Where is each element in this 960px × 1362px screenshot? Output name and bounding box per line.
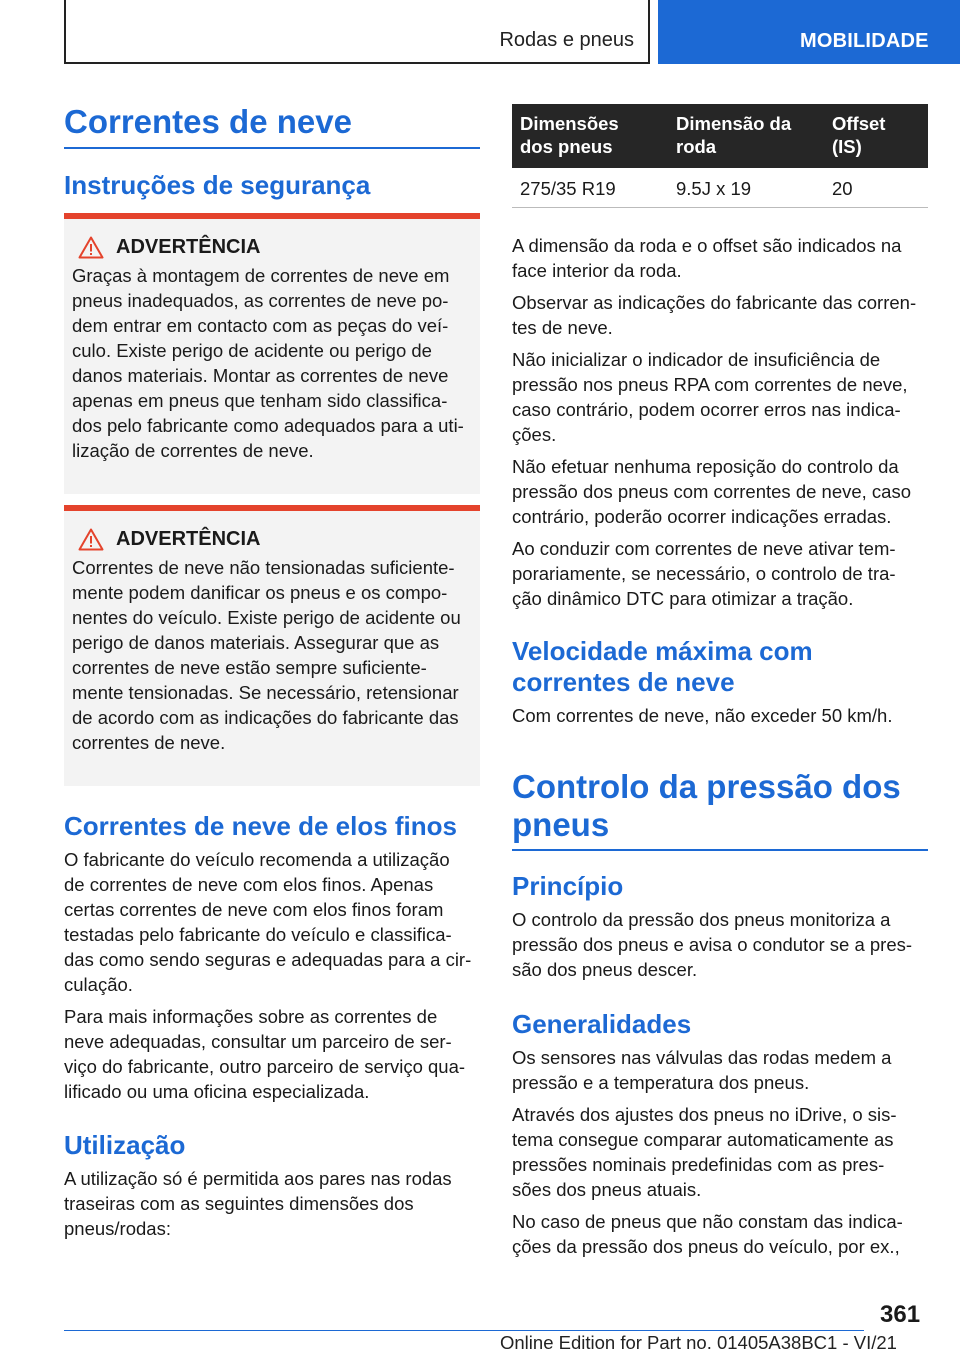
use-paragraph: A utilização só é permitida aos pares nas rodas traseiras com as seguintes dimensões dos pneus/rodas: — [64, 1168, 452, 1239]
table-cell: 9.5J x 19 — [668, 168, 824, 208]
fine-chains-heading: Correntes de neve de elos finos — [64, 811, 458, 841]
warning-box-1 — [64, 213, 480, 494]
fine-chains-paragraph-2: Para mais informações sobre as correntes de neve adequadas, consultar um parceiro de ser- viço do fabricante, outro parceiro de serviço qua- lificado ou uma oficina especializada. — [64, 1006, 466, 1102]
warning-text: Correntes de neve não tensionadas suficiente- mente podem danificar os pneus e os compo- nentes do veículo. Existe perigo de acidente ou perigo de danos materiais. Assegurar que as correntes de neve estão sempre suficiente- mente tensionadas. Se necessário, retensionar de acordo com as indicações do fabricante das correntes de neve. — [72, 557, 461, 753]
tire-dimension-table — [512, 104, 928, 208]
footer-divider — [64, 1330, 864, 1331]
header-chapter-title: MOBILIDADE — [800, 30, 929, 52]
warning-label: ADVERTÊNCIA — [116, 528, 261, 550]
warning-label: ADVERTÊNCIA — [116, 236, 261, 258]
general-paragraph-2: Através dos ajustes dos pneus no iDrive, o sis- tema consegue comparar automaticamente as pressões nominais predefinidas com as pres- sões dos pneus atuais. — [512, 1104, 897, 1200]
page-title: Correntes de neve — [64, 103, 480, 149]
use-heading: Utilização — [64, 1130, 186, 1160]
general-paragraph-1: Os sensores nas válvulas das rodas medem a pressão e a temperatura dos pneus. — [512, 1047, 892, 1093]
principle-paragraph: O controlo da pressão dos pneus monitoriza a pressão dos pneus e avisa o condutor se a pres- são dos pneus descer. — [512, 909, 913, 980]
general-heading: Generalidades — [512, 1009, 692, 1039]
principle-heading: Princípio — [512, 871, 624, 901]
warning-text: Graças à montagem de correntes de neve em pneus inadequados, as correntes de neve po- dem entrar em contacto com as peças do veí- culo. Existe perigo de acidente ou perigo de danos materiais. Montar as correntes de neve apenas em pneus que tenham sido classifica- dos pelo fabricante como adequados para a uti- lização de correntes de neve. — [72, 265, 464, 461]
tire-pressure-title: Controlo da pressão dos pneus — [512, 768, 928, 851]
table-cell: 275/35 R19 — [512, 168, 668, 208]
footer-edition: Online Edition for Part no. 01405A38BC1 - VI/21 — [500, 1332, 897, 1353]
page-number: 361 — [880, 1301, 921, 1328]
table-header-tire-size: Dimensões dos pneus — [512, 104, 668, 168]
warning-box-2 — [64, 505, 480, 786]
header-section-tab — [64, 0, 650, 64]
header-section-title: Rodas e pneus — [499, 29, 634, 51]
general-paragraph-3: No caso de pneus que não constam das indica- ções da pressão dos pneus do veículo, por ex., — [512, 1211, 903, 1257]
paragraph-reset: Não efetuar nenhuma reposição do controlo da pressão dos pneus com correntes de neve, caso contrário, poderão ocorrer indicações erradas. — [512, 456, 912, 527]
paragraph-manufacturer: Observar as indicações do fabricante das corren- tes de neve. — [512, 292, 917, 338]
paragraph-wheel-location: A dimensão da roda e o offset são indicados na face interior da roda. — [512, 235, 902, 281]
table-row — [512, 168, 928, 208]
max-speed-paragraph: Com correntes de neve, não exceder 50 km/h. — [512, 705, 893, 726]
paragraph-rpa: Não inicializar o indicador de insuficiência de pressão nos pneus RPA com correntes de neve, caso contrário, podem ocorrer erros nas indica- ções. — [512, 349, 908, 445]
warning-triangle-icon — [78, 236, 104, 259]
table-cell: 20 — [824, 168, 928, 208]
safety-heading: Instruções de segurança — [64, 170, 371, 200]
max-speed-heading: Velocidade máxima com correntes de neve — [512, 636, 813, 697]
header-chapter-tab — [658, 0, 960, 64]
table-header-offset: Offset (IS) — [824, 104, 928, 168]
table-header-wheel-size: Dimensão da roda — [668, 104, 824, 168]
warning-triangle-icon — [78, 528, 104, 551]
table-header-row — [512, 104, 928, 168]
fine-chains-paragraph-1: O fabricante do veículo recomenda a utilização de correntes de neve com elos finos. Apenas certas correntes de neve com elos finos foram testadas pelo fabricante do veículo e classifica- das como sendo seguras e adequadas para a cir- culação. — [64, 849, 472, 995]
paragraph-dtc: Ao conduzir com correntes de neve ativar tem- porariamente, se necessário, o controlo de tra- ção dinâmico DTC para otimizar a tração. — [512, 538, 896, 609]
